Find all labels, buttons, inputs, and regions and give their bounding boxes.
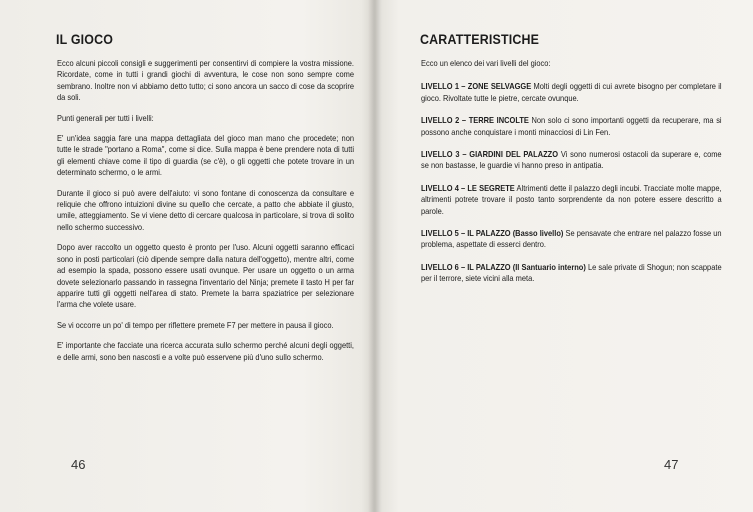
right-page-body — [421, 58, 722, 296]
right-page-heading: CARATTERISTICHE — [420, 32, 540, 47]
level-title: LIVELLO 4 – LE SEGRETE — [421, 182, 515, 193]
level-title: LIVELLO 1 – ZONE SELVAGGE — [421, 81, 532, 92]
paragraph-search: E' importante che facciate una ricerca accurata sullo schermo perché alcuni degli oggetti, e delle armi, sono ben nascosti e a volte può esservene più d'uno sullo schermo. — [57, 340, 354, 362]
level-item-5 — [421, 228, 722, 251]
level-title: LIVELLO 5 – IL PALAZZO (Basso livello) — [421, 228, 564, 239]
level-item-1 — [421, 81, 722, 104]
right-page — [378, 0, 753, 512]
level-title: LIVELLO 3 – GIARDINI DEL PALAZZO — [421, 149, 559, 160]
paragraph-help: Durante il gioco si può avere dell'aiuto: vi sono fontane di conoscenza da consultare e reliquie che offrono intuizioni divine su quello che cercate, a patto che abbiate il giusto, umile, atteggiamento. Se vi viene detto di cercare qualcosa in particolare, si trova di solito nello schermo successivo. — [57, 187, 354, 232]
level-item-4 — [421, 183, 722, 217]
level-item-3 — [421, 149, 722, 172]
paragraph-objects: Dopo aver raccolto un oggetto questo è pronto per l'uso. Alcuni oggetti saranno efficaci sono in posti particolari (ciò dipende sempre dalla natura dell'oggetto), mentre altri, come ad esempio la spada, possono essere usati ovunque. Per usare un oggetto o un arma dovete selezionarlo passando in rassegna l'inventario del Ninja; premete il tasto H per far apparire tutti gli oggetti nell'area di stato. Premete la barra spaziatrice per selezionare l'arma che volete usare. — [57, 242, 354, 310]
level-description: Vi sono numerosi ostacoli da superare e, come se non bastasse, le guardie vi hanno preso in antipatia. — [421, 149, 722, 171]
paragraph-general-points: Punti generali per tutti i livelli: — [57, 112, 154, 123]
level-description: Le sale private di Shogun; non scappate per il terrore, siete vicini alla meta. — [421, 261, 722, 284]
left-page-body — [57, 58, 354, 372]
page-number-left: 46 — [71, 457, 86, 472]
paragraph-map: E' un'idea saggia fare una mappa dettagliata del gioco man mano che procedete; non tutte le strade "portano a Roma", come si dice. Sulla mappa è bene prendere nota di tutti gli elementi chiave come il tipo di guardia (se c'è), o gli oggetti che potete trovare in un determinato schermo, o le armi. — [57, 133, 354, 178]
level-title: LIVELLO 6 – IL PALAZZO (Il Santuario interno) — [421, 261, 586, 272]
level-description: Non solo ci sono importanti oggetti da recuperare, ma si possono anche conquistare i monti minacciosi di Lin Fen. — [421, 115, 722, 137]
level-title: LIVELLO 2 – TERRE INCOLTE — [421, 115, 529, 126]
level-description: Se pensavate che entrare nel palazzo fosse un problema, aspettate di esserci dentro. — [421, 228, 722, 250]
paragraph-pause: Se vi occorre un po' di tempo per riflettere premete F7 per mettere in pausa il gioco. — [57, 319, 334, 330]
left-page — [0, 0, 372, 512]
level-description: Molti degli oggetti di cui avrete bisogno per completare il gioco. Rivoltate tutte le pietre, cercate ovunque. — [421, 81, 722, 103]
level-item-6 — [421, 262, 722, 285]
level-description: Altrimenti dette il palazzo degli incubi. Tracciate molte mappe, altrimenti potrete trovare il posto tanto sorprendente da non potere essere descritto a parole. — [421, 182, 722, 216]
paragraph-intro: Ecco alcuni piccoli consigli e suggerimenti per consentirvi di compiere la vostra missione. Ricordate, come in tutti i grandi giochi di avventura, le cose non sono sempre come sembrano. Inoltre non vi abbiamo detto tutto; ci sono ancora un sacco di cose da scoprire da soli. — [57, 58, 354, 103]
level-item-2 — [421, 115, 722, 138]
levels-intro: Ecco un elenco dei vari livelli del gioco: — [421, 58, 551, 68]
left-page-heading: IL GIOCO — [56, 32, 114, 47]
page-number-right: 47 — [664, 457, 679, 472]
